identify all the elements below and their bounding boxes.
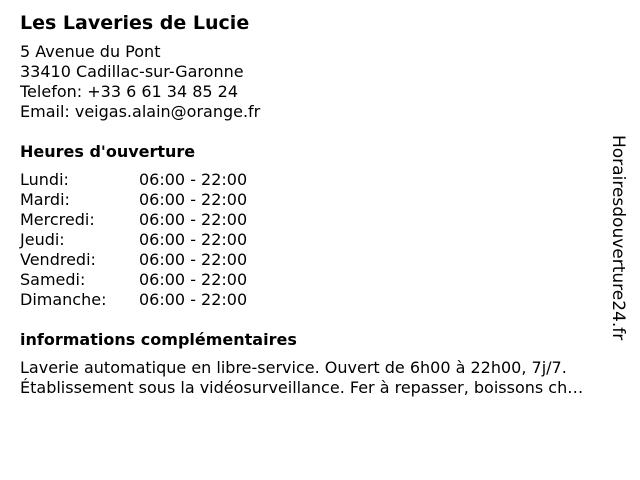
phone-number: Telefon: +33 6 61 34 85 24 [20,82,239,101]
day-label: Mercredi: [20,210,95,229]
address-street: 5 Avenue du Pont [20,42,161,61]
day-hours: 06:00 - 22:00 [139,230,248,249]
day-hours: 06:00 - 22:00 [139,250,248,269]
additional-info-line-1: Laverie automatique en libre-service. Ouvert de 6h00 à 22h00, 7j/7. [20,358,567,377]
day-hours: 06:00 - 22:00 [139,270,248,289]
hours-row-tuesday [20,190,610,210]
day-label: Jeudi: [20,230,65,249]
day-hours: 06:00 - 22:00 [139,210,248,229]
email-address: Email: veigas.alain@orange.fr [20,102,261,121]
hours-row-monday [20,170,610,190]
hours-row-thursday [20,230,610,250]
day-label: Vendredi: [20,250,96,269]
business-name: Les Laveries de Lucie [20,12,250,34]
hours-row-sunday [20,290,610,310]
hours-row-saturday [20,270,610,290]
day-label: Mardi: [20,190,70,209]
day-hours: 06:00 - 22:00 [139,170,248,189]
opening-hours-title: Heures d'ouverture [20,142,196,161]
day-hours: 06:00 - 22:00 [139,290,248,309]
opening-hours-list [20,170,610,310]
additional-info-title: informations complémentaires [20,330,297,349]
brand-watermark: Horairesdouverture24.fr [608,135,628,341]
hours-row-friday [20,250,610,270]
day-hours: 06:00 - 22:00 [139,190,248,209]
hours-row-wednesday [20,210,610,230]
day-label: Dimanche: [20,290,107,309]
day-label: Lundi: [20,170,69,189]
address-city: 33410 Cadillac-sur-Garonne [20,62,244,81]
business-card [20,10,610,398]
day-label: Samedi: [20,270,86,289]
additional-info-line-2: Établissement sous la vidéosurveillance. Fer à repasser, boissons ch… [20,378,584,397]
